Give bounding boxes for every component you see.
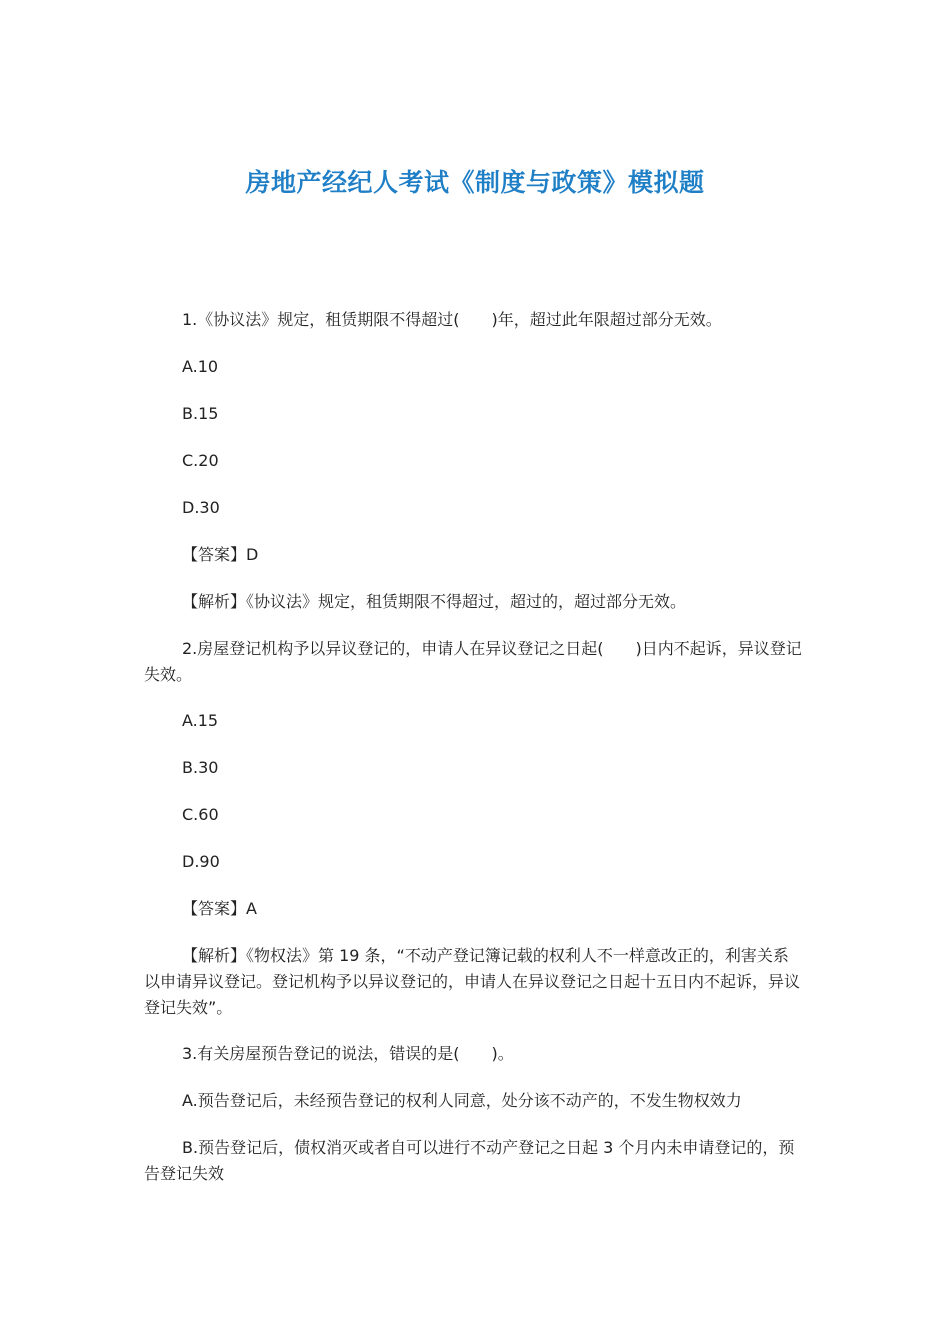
q2-option-a: A.15 <box>182 711 219 730</box>
q1-explanation: 【解析】《协议法》规定，租赁期限不得超过，超过的，超过部分无效。 <box>182 592 687 611</box>
q2-option-d: D.90 <box>182 852 220 871</box>
question-2: 2.房屋登记机构予以异议登记的，申请人在异议登记之日起( )日内不起诉，异议登记失效。 <box>144 639 802 684</box>
document-body <box>144 307 804 1207</box>
q1-option-b: B.15 <box>182 404 219 423</box>
q3-option-b: B.预告登记后，债权消灭或者自可以进行不动产登记之日起 3 个月内未申请登记的，预告登记失效 <box>144 1138 795 1183</box>
q2-answer: 【答案】A <box>182 899 257 918</box>
q2-option-b: B.30 <box>182 758 219 777</box>
q1-option-c: C.20 <box>182 451 219 470</box>
q3-option-a: A.预告登记后，未经预告登记的权利人同意，处分该不动产的，不发生物权效力 <box>182 1091 742 1110</box>
question-1: 1.《协议法》规定，租赁期限不得超过( )年，超过此年限超过部分无效。 <box>182 310 722 329</box>
q2-explanation: 【解析】《物权法》第 19 条，“不动产登记簿记载的权利人不一样意改正的，利害关系以申请异议登记。登记机构予以异议登记的，申请人在异议登记之日起十五日内不起诉，异议登记失效”。 <box>144 946 801 1017</box>
q1-answer: 【答案】D <box>182 545 259 564</box>
q1-option-d: D.30 <box>182 498 220 517</box>
q1-option-a: A.10 <box>182 357 219 376</box>
question-3: 3.有关房屋预告登记的说法，错误的是( )。 <box>182 1044 514 1063</box>
q2-option-c: C.60 <box>182 805 219 824</box>
document-title: 房地产经纪人考试《制度与政策》模拟题 <box>245 168 705 197</box>
